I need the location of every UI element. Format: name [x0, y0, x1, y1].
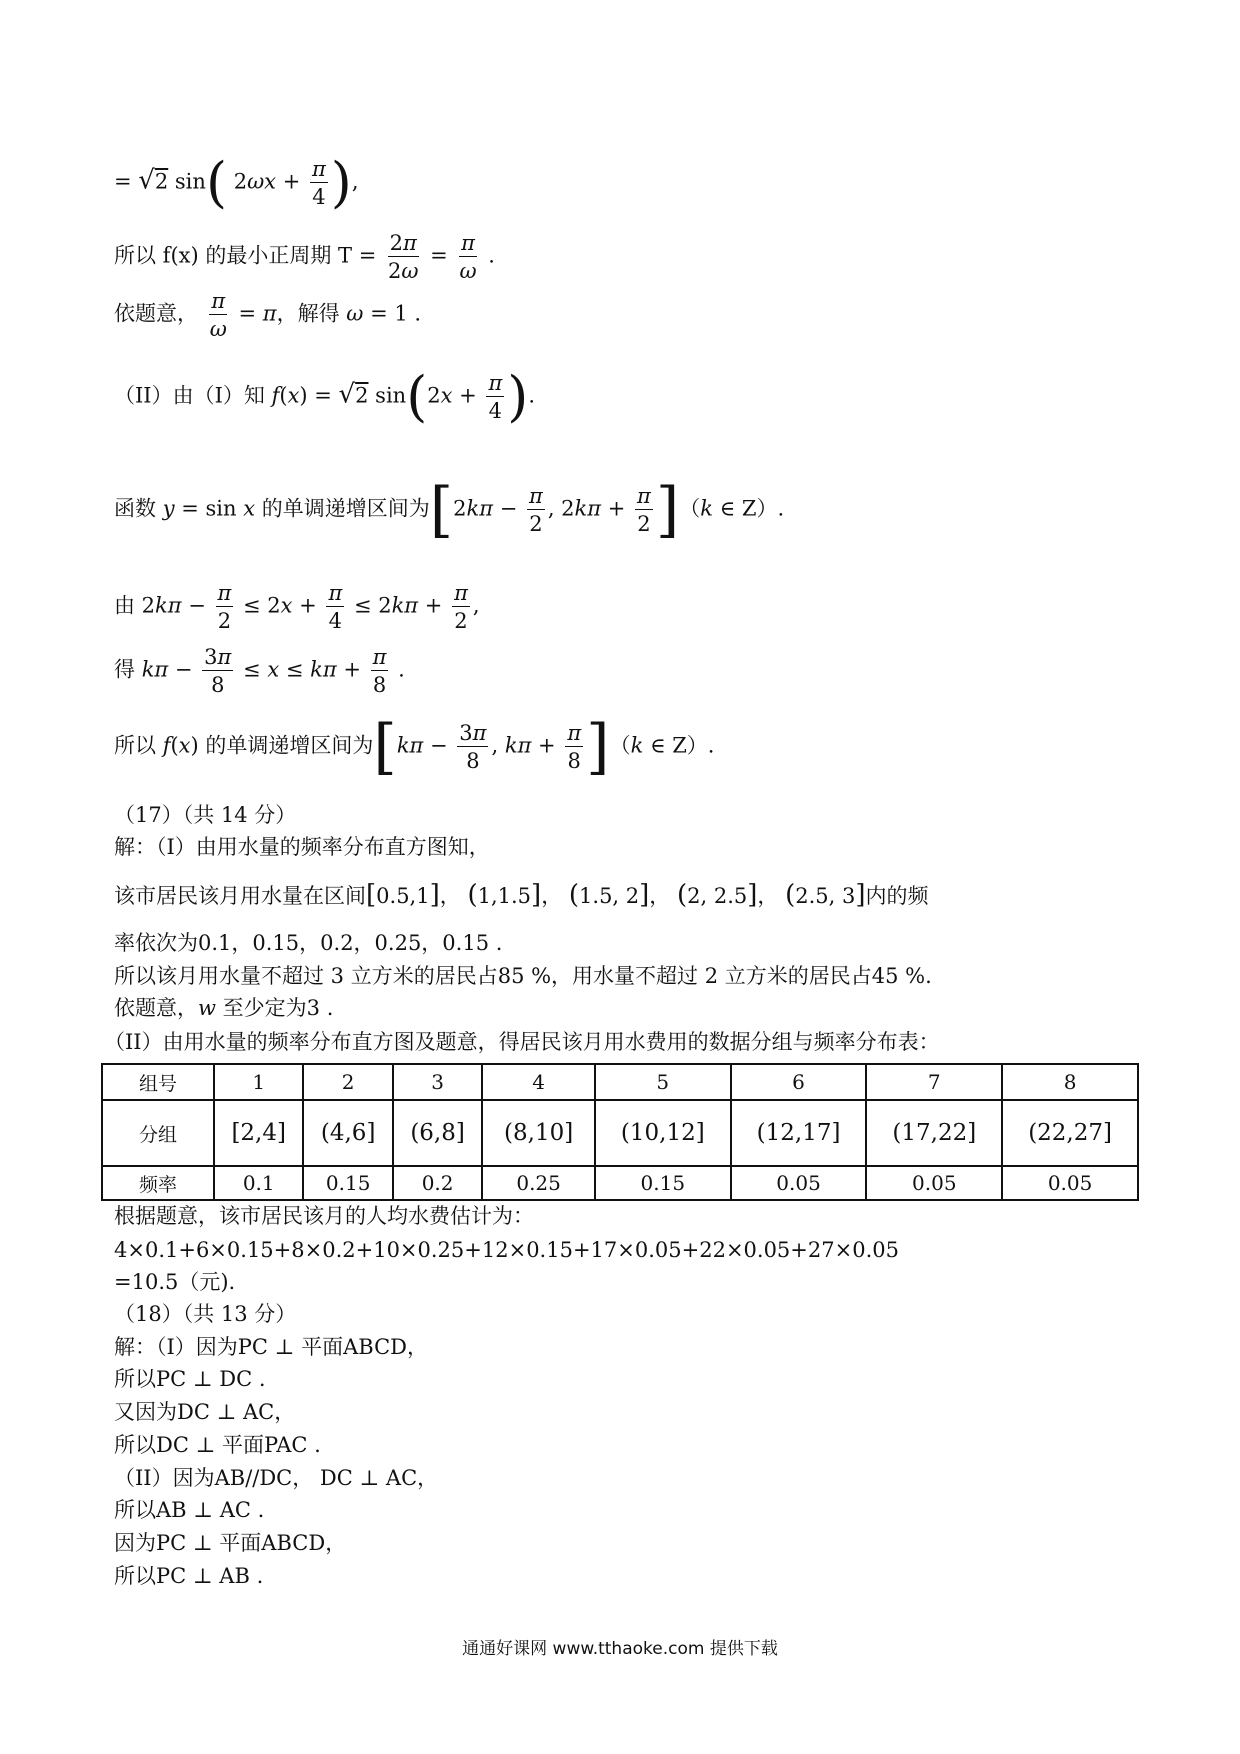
text: （II）由（I）知	[114, 383, 265, 408]
text: 由	[114, 593, 135, 618]
table-cell: 2	[303, 1064, 392, 1100]
formula-line-7: 得 kπ − $\frac{3\pi}{8}$ ≤ x ≤ kπ + $\frac{\pi}{8}$ .	[114, 645, 405, 698]
q17-line-8: 4×0.1+6×0.15+8×0.2+10×0.25+12×0.15+17×0.05+22×0.05+27×0.05	[114, 1238, 899, 1262]
text: 依题意，	[114, 996, 198, 1020]
text: 依题意，	[114, 301, 198, 326]
frequency-table	[101, 1063, 1139, 1201]
q17-line-4: 所以该月用水量不超过 3 立方米的居民占85 %，用水量不超过 2 立方米的居民占45 %.	[114, 964, 932, 988]
text: 所以 f(x) 的最小正周期	[114, 243, 332, 268]
table-cell: (12,17]	[731, 1100, 867, 1166]
q18-line-5: （II）因为AB//DC， DC ⊥ AC，	[114, 1466, 439, 1490]
text: 该市居民该月用水量在区间	[114, 884, 366, 908]
row-label: 分组	[102, 1100, 214, 1166]
q18-line-8: 所以PC ⊥ AB .	[114, 1564, 264, 1588]
formula-line-4: （II）由（I）知 f(x) = √2 sin(2x + $\frac{\pi}{4}$ ).	[114, 364, 536, 428]
q17-line-2: 该市居民该月用水量在区间[0.5,1]， (1,1.5]， (1.5, 2]， (2, 2.5]， (2.5, 3]内的频	[114, 880, 929, 910]
table-cell: 0.05	[1002, 1166, 1138, 1200]
formula-line-1: = √2 sin( 2ωx + $\frac{\pi}{4}$ ),	[114, 150, 359, 214]
formula-line-2: 所以 f(x) 的最小正周期 T = $\frac{2\pi}{2\omega}$ = $\frac{\pi}{\omega}$ .	[114, 231, 495, 284]
q18-line-4: 所以DC ⊥ 平面PAC .	[114, 1433, 321, 1457]
q18-line-1: 解：（I）因为PC ⊥ 平面ABCD，	[114, 1335, 428, 1359]
q17-line-6: （II）由用水量的频率分布直方图及题意，得居民该月用水费用的数据分组与频率分布表：	[104, 1030, 940, 1054]
q17-line-7: 根据题意，该市居民该月的人均水费估计为：	[114, 1204, 534, 1228]
formula-line-5: 函数 y = sin x 的单调递增区间为[2kπ − $\frac{\pi}{2}$ , 2kπ + $\frac{\pi}{2}$ ]（k ∈ Z）.	[114, 475, 785, 545]
table-cell: (10,12]	[595, 1100, 731, 1166]
text: 函数	[114, 496, 156, 521]
table-row	[102, 1100, 1138, 1166]
q17-line-9: =10.5（元).	[114, 1270, 236, 1294]
text: 得	[114, 657, 135, 682]
table-cell: 7	[866, 1064, 1002, 1100]
formula-line-6: 由 2kπ − $\frac{\pi}{2}$ ≤ 2x + $\frac{\pi}{4}$ ≤ 2kπ + $\frac{\pi}{2}$ ,	[114, 581, 480, 634]
table-cell: 0.15	[303, 1166, 392, 1200]
q18-heading: （18）（共 13 分）	[114, 1302, 297, 1326]
q17-line-5: 依题意，w 至少定为3 .	[114, 996, 334, 1020]
table-cell: (8,10]	[482, 1100, 595, 1166]
q17-line-3: 率依次为0.1，0.15，0.2，0.25，0.15 .	[114, 931, 503, 955]
table-cell: 0.15	[595, 1166, 731, 1200]
table-cell: (6,8]	[393, 1100, 482, 1166]
formula-line-8: 所以 f(x) 的单调递增区间为[kπ − $\frac{3\pi}{8}$ , kπ + $\frac{\pi}{8}$ ]（k ∈ Z）.	[114, 712, 715, 782]
table-cell: (17,22]	[866, 1100, 1002, 1166]
table-row	[102, 1166, 1138, 1200]
text: ，解得	[276, 301, 340, 326]
table-cell: (4,6]	[303, 1100, 392, 1166]
table-cell: 6	[731, 1064, 867, 1100]
table-cell: 8	[1002, 1064, 1138, 1100]
table-cell: 4	[482, 1064, 595, 1100]
q18-line-3: 又因为DC ⊥ AC，	[114, 1400, 296, 1424]
text: 内的频	[865, 884, 929, 908]
table-cell: 0.2	[393, 1166, 482, 1200]
text: 至少定为3 .	[222, 996, 334, 1020]
table-row	[102, 1064, 1138, 1100]
table-cell: 0.05	[866, 1166, 1002, 1200]
page-footer: 通通好课网 www.tthaoke.com 提供下载	[462, 1639, 778, 1659]
table-cell: 1	[214, 1064, 303, 1100]
table-cell: (22,27]	[1002, 1100, 1138, 1166]
table-cell: 5	[595, 1064, 731, 1100]
table-cell: [2,4]	[214, 1100, 303, 1166]
formula-line-3: 依题意， $\frac{\pi}{\omega}$ = π，解得 ω = 1 .	[114, 289, 422, 342]
text: 所以	[114, 733, 156, 758]
table-cell: 0.05	[731, 1166, 867, 1200]
text: 的单调递增区间为	[205, 733, 374, 758]
q18-line-7: 因为PC ⊥ 平面ABCD，	[114, 1531, 347, 1555]
table-cell: 0.25	[482, 1166, 595, 1200]
row-label: 组号	[102, 1064, 214, 1100]
q18-line-2: 所以PC ⊥ DC .	[114, 1367, 266, 1391]
q17-heading: （17）（共 14 分）	[114, 803, 297, 827]
text: 的单调递增区间为	[261, 496, 430, 521]
table-cell: 0.1	[214, 1166, 303, 1200]
row-label: 频率	[102, 1166, 214, 1200]
table-cell: 3	[393, 1064, 482, 1100]
q18-line-6: 所以AB ⊥ AC .	[114, 1498, 265, 1522]
q17-line-1: 解：（I）由用水量的频率分布直方图知，	[114, 835, 490, 859]
